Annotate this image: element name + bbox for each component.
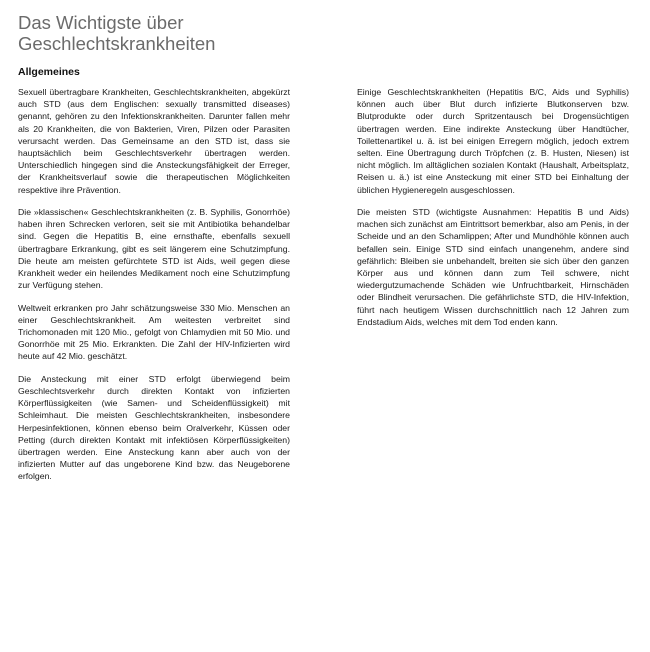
section-heading: Allgemeines xyxy=(18,66,80,78)
paragraph: Sexuell übertragbare Krankheiten, Geschlechtskrankheiten, abgekürzt auch STD (aus dem Englischen: sexually transmitted diseases) genannt, gehören zu den Infektionskrankheiten. Darunter fallen mehr als 20 Krankheiten, die von Bakterien, Viren, Pilzen oder Parasiten verursacht werden. Das Gemeinsame an den STD ist, dass sie hauptsächlich beim Geschlechtsverkehr übertragen werden. Unterschiedlich hingegen sind die Ansteckungsfähigkeit der Erreger, der Krankheitsverlauf sowie die therapeutischen Möglichkeiten respektive ihre Prävention. xyxy=(18,87,290,195)
paragraph: Die Ansteckung mit einer STD erfolgt überwiegend beim Geschlechtsverkehr durch direkten Kontakt von infizierten Körperflüssigkeiten (wie Samen- und Scheidenflüssigkeit) mit Schleimhaut. Die meisten Geschlechtskrankheiten, insbesondere Herpesinfektionen, können ebenso beim Oralverkehr, Küssen oder Petting (durch direkten Kontakt mit infektiösen Körperflüssigkeiten) übertragen werden. Eine Ansteckung kann aber auch von der infizierten Mutter auf das ungeborene Kind bzw. das Neugeborene erfolgen. xyxy=(18,373,290,482)
page-title-line-1: Das Wichtigste über xyxy=(18,12,184,33)
paragraph: Einige Geschlechtskrankheiten (Hepatitis B/C, Aids und Syphilis) können auch über Blut durch infizierte Blutkonserven bzw. Blutprodukte oder durch Spritzentausch bei Drogensüchtigen übertragen werden. Eine indirekte Ansteckung über Handtücher, Toilettenartikel u. ä. ist bei einigen Erregern möglich, jedoch extrem selten. Eine Übertragung durch Tröpfchen (z. B. Husten, Niesen) ist nicht möglich. Im alltäglichen sozialen Kontakt (Haushalt, Arbeitsplatz, Reisen u. ä.) ist eine Ansteckung mit einer STD bei Einhaltung der üblichen Hygieneregeln ausgeschlossen. xyxy=(357,87,629,195)
paragraph: Weltweit erkranken pro Jahr schätzungsweise 330 Mio. Menschen an einer Geschlechtskrankheit. Am weitesten verbreitet sind Trichomonaden mit 120 Mio., gefolgt von Chlamydien mit 50 Mio. und Gonorrhöe mit 25 Mio. Erkrankten. Die Zahl der HIV-Infizierten wird heute auf 42 Mio. geschätzt. xyxy=(18,302,290,362)
page-title xyxy=(18,12,438,54)
left-text-column xyxy=(18,86,290,493)
page-title-line-2: Geschlechtskrankheiten xyxy=(18,33,216,54)
right-text-column xyxy=(357,86,629,338)
paragraph: Die meisten STD (wichtigste Ausnahmen: Hepatitis B und Aids) machen sich zunächst am Eintrittsort bemerkbar, also am Penis, in der Scheide und an den Schamlippen; After und Mundhöhle können auch befallen sein. Einige STD sind einfach unangenehm, andere sind gefährlich: Bleiben sie unbehandelt, breiten sie sich über den ganzen Körper aus und können dann zum Teil schwere, nicht wiedergutzumachende Schäden wie Unfruchtbarkeit, Hirnschäden oder Blindheit verursachen. Die gefährlichste STD, die HIV-Infektion, führt nach heutigem Wissen durchschnittlich nach 12 Jahren zum Endstadium Aids, welches mit dem Tod enden kann. xyxy=(357,207,629,327)
paragraph: Die »klassischen« Geschlechtskrankheiten (z. B. Syphilis, Gonorrhöe) haben ihren Schrecken verloren, seit sie mit Antibiotika behandelbar sind. Gegen die Hepatitis B, eine ernsthafte, ebenfalls sexuell übertragbare Erkrankung, gibt es seit längerem eine Schutzimpfung. Die heute am meisten gefürchtete STD ist Aids, weil gegen diese Krankheit weder ein heilendes Medikament noch eine Schutzimpfung zur Verfügung stehen. xyxy=(18,207,290,291)
